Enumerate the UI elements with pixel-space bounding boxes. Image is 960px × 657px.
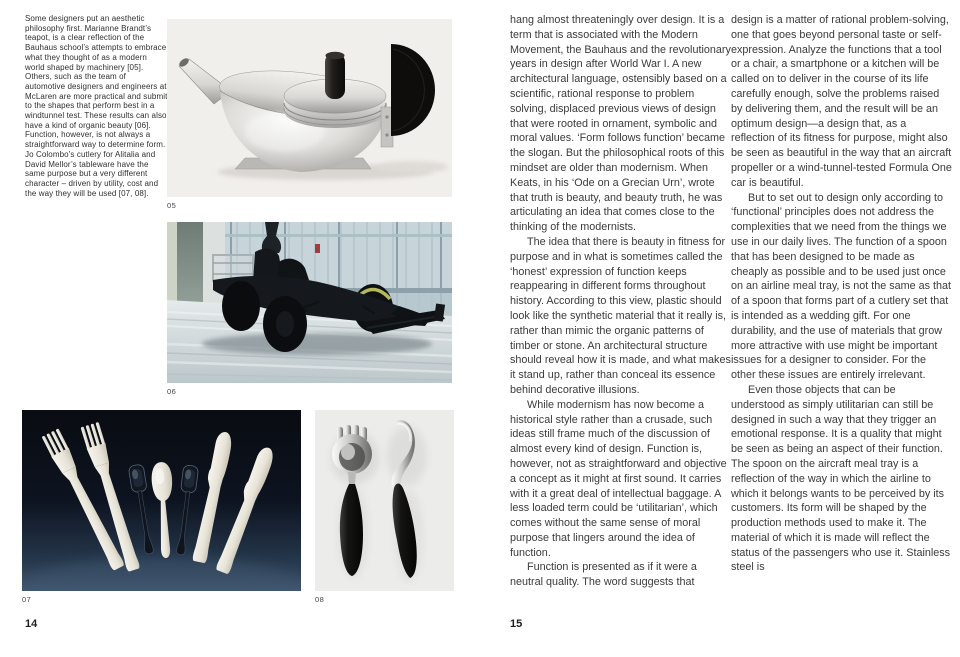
body-paragraph: The idea that there is beauty in fitness for purpose and in what is sometimes called the ‘honest’ expression of function keeps reappearing in different forms throughout history. According to this view, plastic should look like the synthetic material that it really is, rather than mimic the organic patterns of timber or stone. An architectural structure should reveal how it is made, and what makes it stand up, rather than conceal its essence behind decorative illusions. (510, 235, 731, 396)
tunnel-sign (315, 244, 320, 253)
text-column-2 (731, 13, 952, 575)
body-paragraph: But to set out to design only according to ‘functional’ principles does not address the complexities that we need from the things we use in our daily lives. The function of a spoon that has been designed to be made as cheaply as possible and to be used just once on an airline meal tray, is not the same as that of a spoon that forms part of a cutlery set that is intended as a wedding gift. For one durability, and the use of materials that grow more attractive with use might be important issues for a designer to consider. For the other these issues are entirely irrelevant. (731, 191, 952, 382)
body-paragraph: design is a matter of rational problem-solving, one that goes beyond personal taste or self-expression. Analyze the functions that a tool or a chair, a smartphone or a kitchen will be called on to deliver in the course of its life carefully enough, solve the problems raised by delivering them, and the result will be an optimum design—a design that, as a reflection of its fitness for purpose, might also be seen as beautiful in the way that an aircraft propeller or a wind-tunnel-tested Formula One car is beautiful. (731, 14, 952, 189)
teapot-knob (325, 52, 345, 99)
figure-caption-07: 07 (22, 595, 32, 604)
body-paragraph: Even those objects that can be understood as simply utilitarian can still be designed in such a way that they trigger an emotional response. It is a quality that might be seen as being an aspect of their function. The spoon on the aircraft meal tray is a reflection of the way in which the airline to which it belongs wants to be perceived by its customers. Its form will be shaped by the production methods used to make it. The material of which it is made will reflect the status of the passengers who use it. Stainless steel is (731, 383, 951, 574)
rear-left-wheel (222, 281, 260, 331)
figure-teapot (167, 19, 452, 210)
page-number-right: 15 (510, 618, 523, 630)
body-paragraph: While modernism has now become a historical style rather than a crusade, such ideas still frame much of the discussion of almost every kind of design. Function is, however, not as straightforward and objective a concept as it might at first sound. It carries with it a great deal of intellectual baggage. A less loaded term could be ‘utilitarian’, which comes without the same sense of moral purpose that lingers around the idea of function. (510, 398, 727, 559)
sidebar-note: Some designers put an aesthetic philosophy first. Marianne Brandt’s teapot, is a clear reflection of the Bauhaus school’s attempts to embrace what they thought of as a modern world shaped by machinery [05]. Others, such as the team of automotive designers and engineers at McLaren are more practical and submit to the shapes that perform best in a windtunnel test. These results can also have a kind of organic beauty [06]. Function, however, is not always a straightforward way to determine form. Jo Colombo’s cutlery for Alitalia and David Mellor’s tableware have the same purpose but a very different character – driven by utility, cost and the way they will be used [07, 08]. (25, 14, 168, 198)
plastic-cutlery-photo (22, 410, 301, 591)
figure-caption-06: 06 (167, 387, 177, 396)
black-cutlery-photo (315, 410, 454, 591)
car-shadow (202, 333, 432, 355)
figure-black-cutlery (315, 410, 454, 604)
figure-caption-08: 08 (315, 595, 325, 604)
body-paragraph: Function is presented as if it were a neutral quality. The word suggests that (510, 561, 697, 589)
text-column-1 (510, 13, 731, 590)
body-paragraph: hang almost threateningly over design. It is a term that is associated with the Modern Movement, the Bauhaus and the revolutionary years in design after World War I. A new architectural language, ostensibly based on a scientific, rational response to problem solving, displaced previous views of design that were rooted in ornament, symbolic and moral values. ‘Form follows function’ became the slogan. But the philosophical roots of this mindset are older than modernism. When Keats, in his ‘Ode on a Grecian Urn’, wrote that truth is beauty, and beauty truth, he was articulating an idea that comes close to the thinking of the modernists. (510, 14, 731, 234)
figure-windtunnel-car (167, 222, 452, 396)
teapot-photo (167, 19, 452, 197)
figure-caption-05: 05 (167, 201, 177, 210)
windtunnel-photo (167, 222, 452, 383)
figure-plastic-cutlery (22, 410, 301, 604)
page-number-left: 14 (25, 618, 38, 630)
